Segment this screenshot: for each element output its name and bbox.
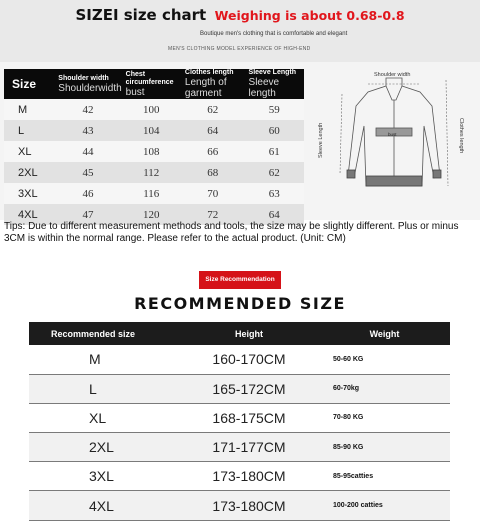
- reco-height-cell: 171-177CM: [179, 433, 319, 462]
- size-chart-row: [4, 120, 304, 141]
- reco-height-header: Height: [179, 322, 319, 345]
- size-cell: L: [4, 120, 54, 141]
- sleeve-cell: 60: [245, 120, 304, 141]
- tips-text: Tips: Due to different measurement methods and tools, the size may be slightly different. Plus or minus 3CM is within the normal range. Please refer to the actual product. (Unit: CM): [4, 221, 459, 244]
- length-cell: 72: [181, 204, 245, 225]
- reco-weight-cell: 50-60 KG: [319, 345, 450, 374]
- reco-row: [29, 491, 450, 520]
- header-title-line: [0, 6, 480, 25]
- size-cell: 3XL: [4, 183, 54, 204]
- size-header: Size: [4, 69, 54, 99]
- reco-height-cell: 168-175CM: [179, 403, 319, 432]
- length-cell: 66: [181, 141, 245, 162]
- sleeve-header: [245, 69, 304, 99]
- chest-header-label: Chest circumference: [125, 70, 174, 86]
- reco-row: [29, 433, 450, 462]
- reco-weight-cell: 100-200 catties: [319, 491, 450, 520]
- sleeve-cell: 64: [245, 204, 304, 225]
- header-tagline: MEN'S CLOTHING MODEL EXPERIENCE OF HIGH-END: [168, 46, 311, 52]
- reco-row: [29, 403, 450, 432]
- sleeve-header-sub: Sleeve length: [248, 77, 280, 99]
- size-cell: XL: [4, 141, 54, 162]
- sleeve-cell: 62: [245, 162, 304, 183]
- chest-cell: 100: [122, 99, 181, 120]
- reco-weight-cell: 85-95catties: [319, 462, 450, 491]
- clothes-length-label: Clothes length: [458, 118, 464, 154]
- length-cell: 64: [181, 120, 245, 141]
- reco-size-cell: 3XL: [29, 462, 179, 491]
- shoulder-cell: 44: [54, 141, 121, 162]
- length-cell: 62: [181, 99, 245, 120]
- chest-header: [122, 69, 181, 99]
- size-chart-row: [4, 162, 304, 183]
- size-cell: 4XL: [4, 204, 54, 225]
- reco-height-cell: 165-172CM: [179, 374, 319, 403]
- length-header-sub: Length of garment: [184, 77, 227, 99]
- shoulder-cell: 45: [54, 162, 121, 183]
- length-cell: 70: [181, 183, 245, 204]
- size-chart-header-row: [4, 69, 304, 99]
- recommended-size-table: [29, 322, 450, 521]
- shoulder-cell: 42: [54, 99, 121, 120]
- size-cell: 2XL: [4, 162, 54, 183]
- length-cell: 68: [181, 162, 245, 183]
- reco-size-cell: 4XL: [29, 491, 179, 520]
- size-chart-table: [4, 69, 304, 225]
- reco-height-cell: 173-180CM: [179, 491, 319, 520]
- reco-height-cell: 160-170CM: [179, 345, 319, 374]
- sleeve-cell: 61: [245, 141, 304, 162]
- chest-cell: 108: [122, 141, 181, 162]
- reco-header-row: [29, 322, 450, 345]
- size-chart-row: [4, 99, 304, 120]
- reco-row: [29, 374, 450, 403]
- page-title: SIZEI size chart: [75, 6, 207, 24]
- reco-weight-cell: 60-70kg: [319, 374, 450, 403]
- reco-size-header: Recommended size: [29, 322, 179, 345]
- jacket-outline-icon: [312, 66, 476, 216]
- header-subtitle: Boutique men's clothing that is comfortable and elegant: [200, 31, 348, 37]
- reco-weight-cell: 85-90 KG: [319, 433, 450, 462]
- reco-row: [29, 345, 450, 374]
- shoulder-cell: 43: [54, 120, 121, 141]
- weighing-note: Weighing is about 0.68-0.8: [214, 8, 405, 23]
- shoulder-header-sub: Shoulderwidth: [58, 82, 122, 94]
- reco-height-cell: 173-180CM: [179, 462, 319, 491]
- recommended-size-title: RECOMMENDED SIZE: [134, 294, 346, 313]
- chest-cell: 116: [122, 183, 181, 204]
- reco-size-cell: M: [29, 345, 179, 374]
- chest-cell: 104: [122, 120, 181, 141]
- shoulder-width-label: Shoulder width: [374, 72, 411, 78]
- sleeve-length-label: Sleeve Length: [318, 122, 324, 158]
- reco-size-cell: 2XL: [29, 433, 179, 462]
- jacket-diagram: [312, 66, 476, 216]
- reco-size-cell: L: [29, 374, 179, 403]
- size-cell: M: [4, 99, 54, 120]
- shoulder-header-label: Shoulder width: [58, 74, 109, 82]
- reco-size-cell: XL: [29, 403, 179, 432]
- sleeve-header-label: Sleeve Length: [248, 69, 296, 76]
- size-chart-row: [4, 141, 304, 162]
- sleeve-cell: 63: [245, 183, 304, 204]
- sleeve-cell: 59: [245, 99, 304, 120]
- shoulder-header: [54, 69, 121, 99]
- length-header-label: Clothes length: [184, 69, 234, 76]
- chest-cell: 112: [122, 162, 181, 183]
- chest-header-sub: bust: [125, 86, 145, 98]
- reco-row: [29, 462, 450, 491]
- reco-weight-header: Weight: [319, 322, 450, 345]
- bust-label: bust: [388, 132, 397, 137]
- chest-cell: 120: [122, 204, 181, 225]
- reco-weight-cell: 70-80 KG: [319, 403, 450, 432]
- shoulder-cell: 46: [54, 183, 121, 204]
- shoulder-cell: 47: [54, 204, 121, 225]
- size-recommendation-badge: Size Recommendation: [199, 271, 281, 289]
- size-chart-row: [4, 183, 304, 204]
- header-banner: [0, 0, 480, 62]
- length-header: [181, 69, 245, 99]
